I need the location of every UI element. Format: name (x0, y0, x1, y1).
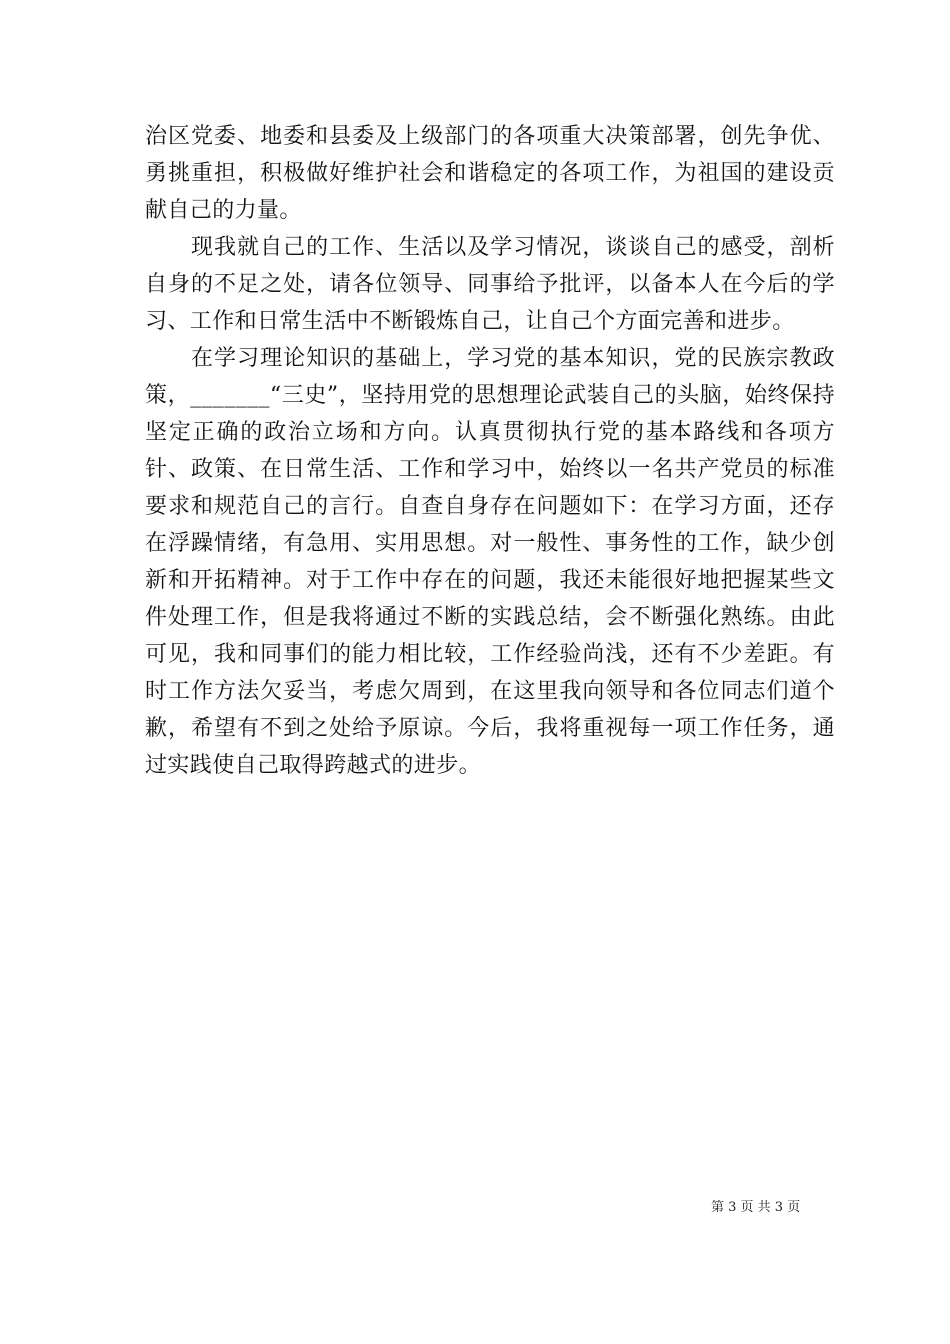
document-body (145, 118, 835, 784)
page-number-footer: 第 3 页 共 3 页 (711, 1200, 801, 1215)
paragraph-self-assessment: 在学习理论知识的基础上，学习党的基本知识，党的民族宗教政策，_______“三史”，坚持用党的思想理论武装自己的头脑，始终保持坚定正确的政治立场和方向。认真贯彻执行党的基本路线和各项方针、政策、在日常生活、工作和学习中，始终以一名共产党员的标准要求和规范自己的言行。自查自身存在问题如下：在学习方面，还存在浮躁情绪，有急用、实用思想。对一般性、事务性的工作，缺少创新和开拓精神。对于工作中存在的问题，我还未能很好地把握某些文件处理工作，但是我将通过不断的实践总结，会不断强化熟练。由此可见，我和同事们的能力相比较，工作经验尚浅，还有不少差距。有时工作方法欠妥当，考虑欠周到，在这里我向领导和各位同志们道个歉，希望有不到之处给予原谅。今后，我将重视每一项工作任务，通过实践使自己取得跨越式的进步。 (145, 346, 835, 778)
paragraph-continuation: 治区党委、地委和县委及上级部门的各项重大决策部署，创先争优、勇挑重担，积极做好维护社会和谐稳定的各项工作，为祖国的建设贡献自己的力量。 (145, 124, 835, 223)
paragraph-introduction: 现我就自己的工作、生活以及学习情况，谈谈自己的感受，剖析自身的不足之处，请各位领导、同事给予批评，以备本人在今后的学习、工作和日常生活中不断锻炼自己，让自己个方面完善和进步。 (145, 235, 835, 334)
